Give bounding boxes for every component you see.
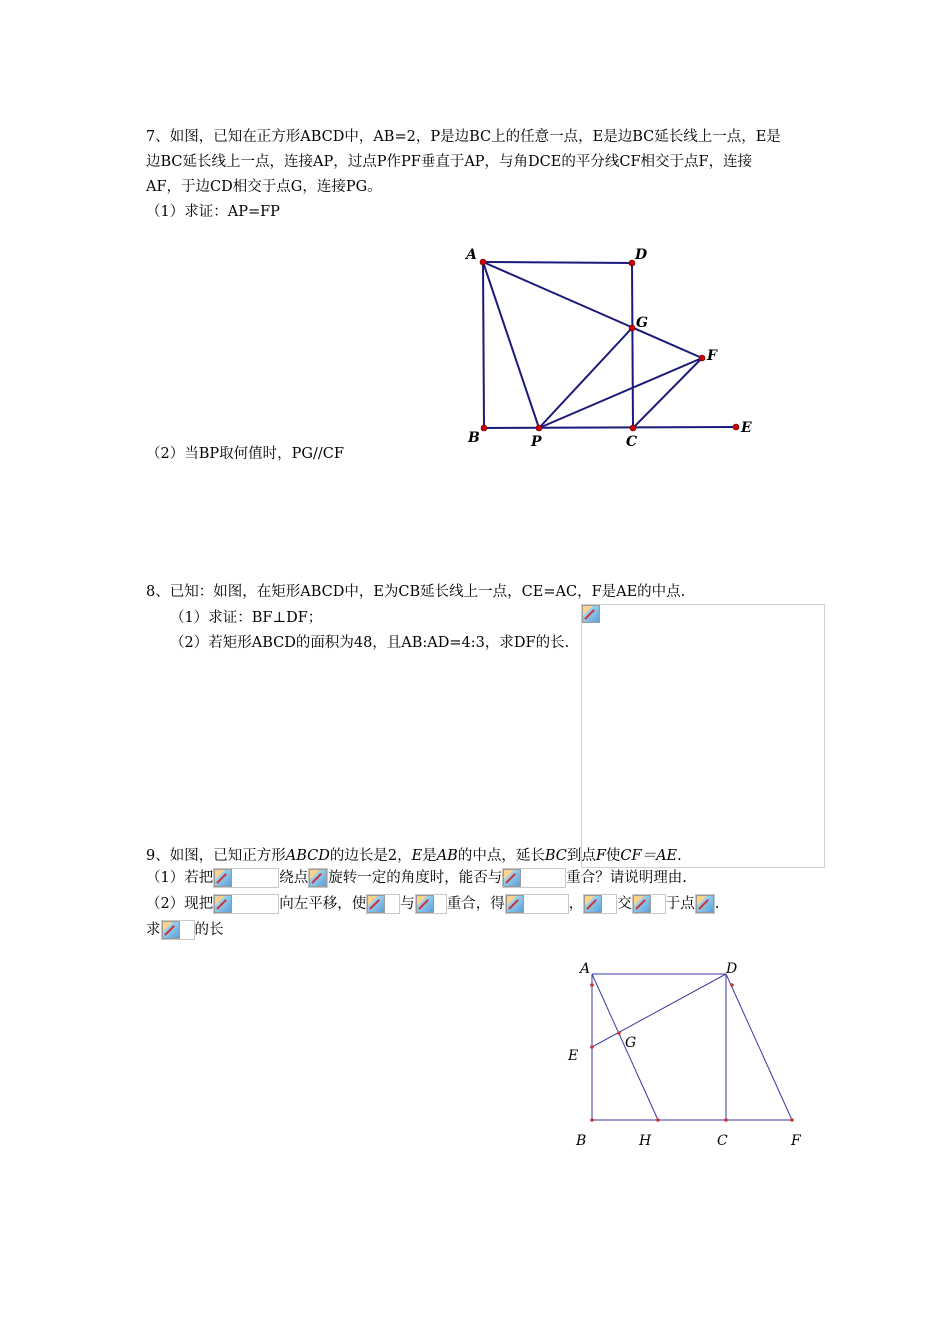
q9-label-E: E xyxy=(568,1048,579,1064)
q9-text: 与 xyxy=(400,896,415,912)
q9-text: 绕点 xyxy=(279,870,309,886)
broken-image-icon xyxy=(633,895,651,913)
q7-point-A xyxy=(480,259,486,265)
q9-point-1 xyxy=(590,983,594,987)
q9-label-A: A xyxy=(580,961,591,977)
q9-line-1 xyxy=(146,846,682,866)
q7-edge-PF xyxy=(539,358,702,428)
q7-line-2: 边BC延长线上一点，连接AP，过点P作PF垂直于AP，与角DCE的平分线CF相交于点F，连接 xyxy=(146,154,753,170)
q9-label-B: B xyxy=(576,1133,587,1149)
formula-slot xyxy=(213,868,279,888)
q9-point-H xyxy=(656,1118,660,1122)
broken-image-icon xyxy=(506,895,524,913)
q9-text: （1）若把 xyxy=(146,870,214,886)
q9-text: . xyxy=(714,896,720,912)
formula-slot xyxy=(502,868,566,888)
q7-label-G: G xyxy=(636,315,648,331)
q8-figure-placeholder xyxy=(581,604,825,868)
formula-slot xyxy=(366,894,400,914)
q7-edge-CF xyxy=(633,358,702,428)
broken-image-icon xyxy=(162,921,180,939)
q7-line-1: 7、如图，已知在正方形ABCD中，AB=2，P是边BC上的任意一点，E是边BC延长线上一点，E是 xyxy=(146,129,781,145)
q9-text: F xyxy=(595,848,606,864)
q7-edge-PG xyxy=(539,328,632,428)
q9-text: 重合，得 xyxy=(446,896,505,912)
q9-text: 于点 xyxy=(665,896,695,912)
q9-text: CF＝AE xyxy=(620,848,678,864)
q9-text: BC xyxy=(544,848,567,864)
broken-image-icon xyxy=(584,895,602,913)
q9-text: 交 xyxy=(617,896,632,912)
q9-text: 求 xyxy=(146,922,161,938)
q7-label-D: D xyxy=(635,247,648,263)
q9-part-3 xyxy=(146,920,224,940)
q9-part-2 xyxy=(146,894,719,914)
q9-text: ， xyxy=(568,896,584,912)
q9-text: 的边长是2， xyxy=(329,848,412,864)
formula-slot xyxy=(505,894,569,914)
formula-slot xyxy=(308,868,328,888)
q7-point-E xyxy=(733,424,739,430)
q7-point-B xyxy=(481,425,487,431)
formula-slot xyxy=(695,894,715,914)
q7-point-G xyxy=(629,325,635,331)
q9-text: 的中点，延长 xyxy=(457,848,545,864)
q9-text: AB xyxy=(436,848,458,864)
q9-edge-ED xyxy=(592,974,726,1047)
q9-point-B xyxy=(590,1118,594,1122)
broken-image-icon xyxy=(214,869,232,887)
q7-label-A: A xyxy=(466,247,477,263)
q7-point-C xyxy=(630,425,636,431)
broken-image-icon xyxy=(582,605,600,623)
q9-text: 9、如图，已知正方形 xyxy=(146,848,286,864)
q7-edge-AP xyxy=(483,262,539,428)
broken-image-icon xyxy=(503,869,521,887)
q9-label-G: G xyxy=(625,1035,637,1051)
q9-text: （2）现把 xyxy=(146,896,214,912)
broken-image-icon xyxy=(309,869,327,887)
q9-edge-DF xyxy=(726,974,792,1120)
q7-line-3: AF，于边CD相交于点G，连接PG。 xyxy=(146,179,382,195)
broken-image-icon xyxy=(367,895,385,913)
q9-label-D: D xyxy=(726,961,738,977)
q9-text: 使 xyxy=(605,848,621,864)
q7-edge-DC xyxy=(632,263,633,428)
formula-slot xyxy=(415,894,447,914)
q7-label-F: F xyxy=(707,348,717,364)
broken-image-icon xyxy=(416,895,434,913)
q7-part-1: （1）求证：AP=FP xyxy=(146,204,280,220)
q7-label-B: B xyxy=(468,430,480,446)
q9-point-F xyxy=(790,1118,794,1122)
formula-slot xyxy=(632,894,666,914)
q9-text: 的长 xyxy=(194,922,224,938)
q9-text: . xyxy=(677,848,682,864)
q7-edge-BE xyxy=(484,427,736,428)
q9-point-2 xyxy=(730,983,734,987)
q9-label-C: C xyxy=(717,1133,728,1149)
q8-line-1: 8、已知：如图，在矩形ABCD中，E为CB延长线上一点，CE=AC，F是AE的中点. xyxy=(146,584,686,600)
broken-image-icon xyxy=(214,895,232,913)
q9-text: ABCD xyxy=(285,848,330,864)
q7-edge-AD xyxy=(483,262,632,263)
q9-text: 旋转一定的角度时，能否与 xyxy=(328,870,503,886)
q8-part-1: （1）求证：BF⊥DF； xyxy=(170,610,323,626)
q9-text: 是 xyxy=(422,848,437,864)
q7-edge-AF xyxy=(483,262,702,358)
q7-label-E: E xyxy=(741,420,752,436)
q9-text: 到点 xyxy=(566,848,596,864)
broken-image-icon xyxy=(696,895,714,913)
q7-edge-AB xyxy=(483,262,484,428)
q9-text: 重合？请说明理由. xyxy=(566,870,687,886)
formula-slot xyxy=(213,894,279,914)
q9-part-1 xyxy=(146,868,687,888)
formula-slot xyxy=(583,894,617,914)
q9-text: 向左平移，使 xyxy=(279,896,367,912)
q7-label-C: C xyxy=(626,434,638,450)
q7-point-F xyxy=(699,355,705,361)
q7-part-2: （2）当BP取何值时，PG//CF xyxy=(146,446,344,462)
q9-label-H: H xyxy=(639,1133,652,1149)
q9-text: E xyxy=(411,848,423,864)
q8-part-2: （2）若矩形ABCD的面积为48，且AB:AD=4:3，求DF的长. xyxy=(170,635,570,651)
q7-point-P xyxy=(536,425,542,431)
q9-point-C xyxy=(724,1118,728,1122)
q9-point-G xyxy=(617,1031,621,1035)
formula-slot xyxy=(161,920,195,940)
q9-label-F: F xyxy=(791,1133,801,1149)
q9-point-E xyxy=(590,1045,594,1049)
q7-label-P: P xyxy=(531,434,542,450)
